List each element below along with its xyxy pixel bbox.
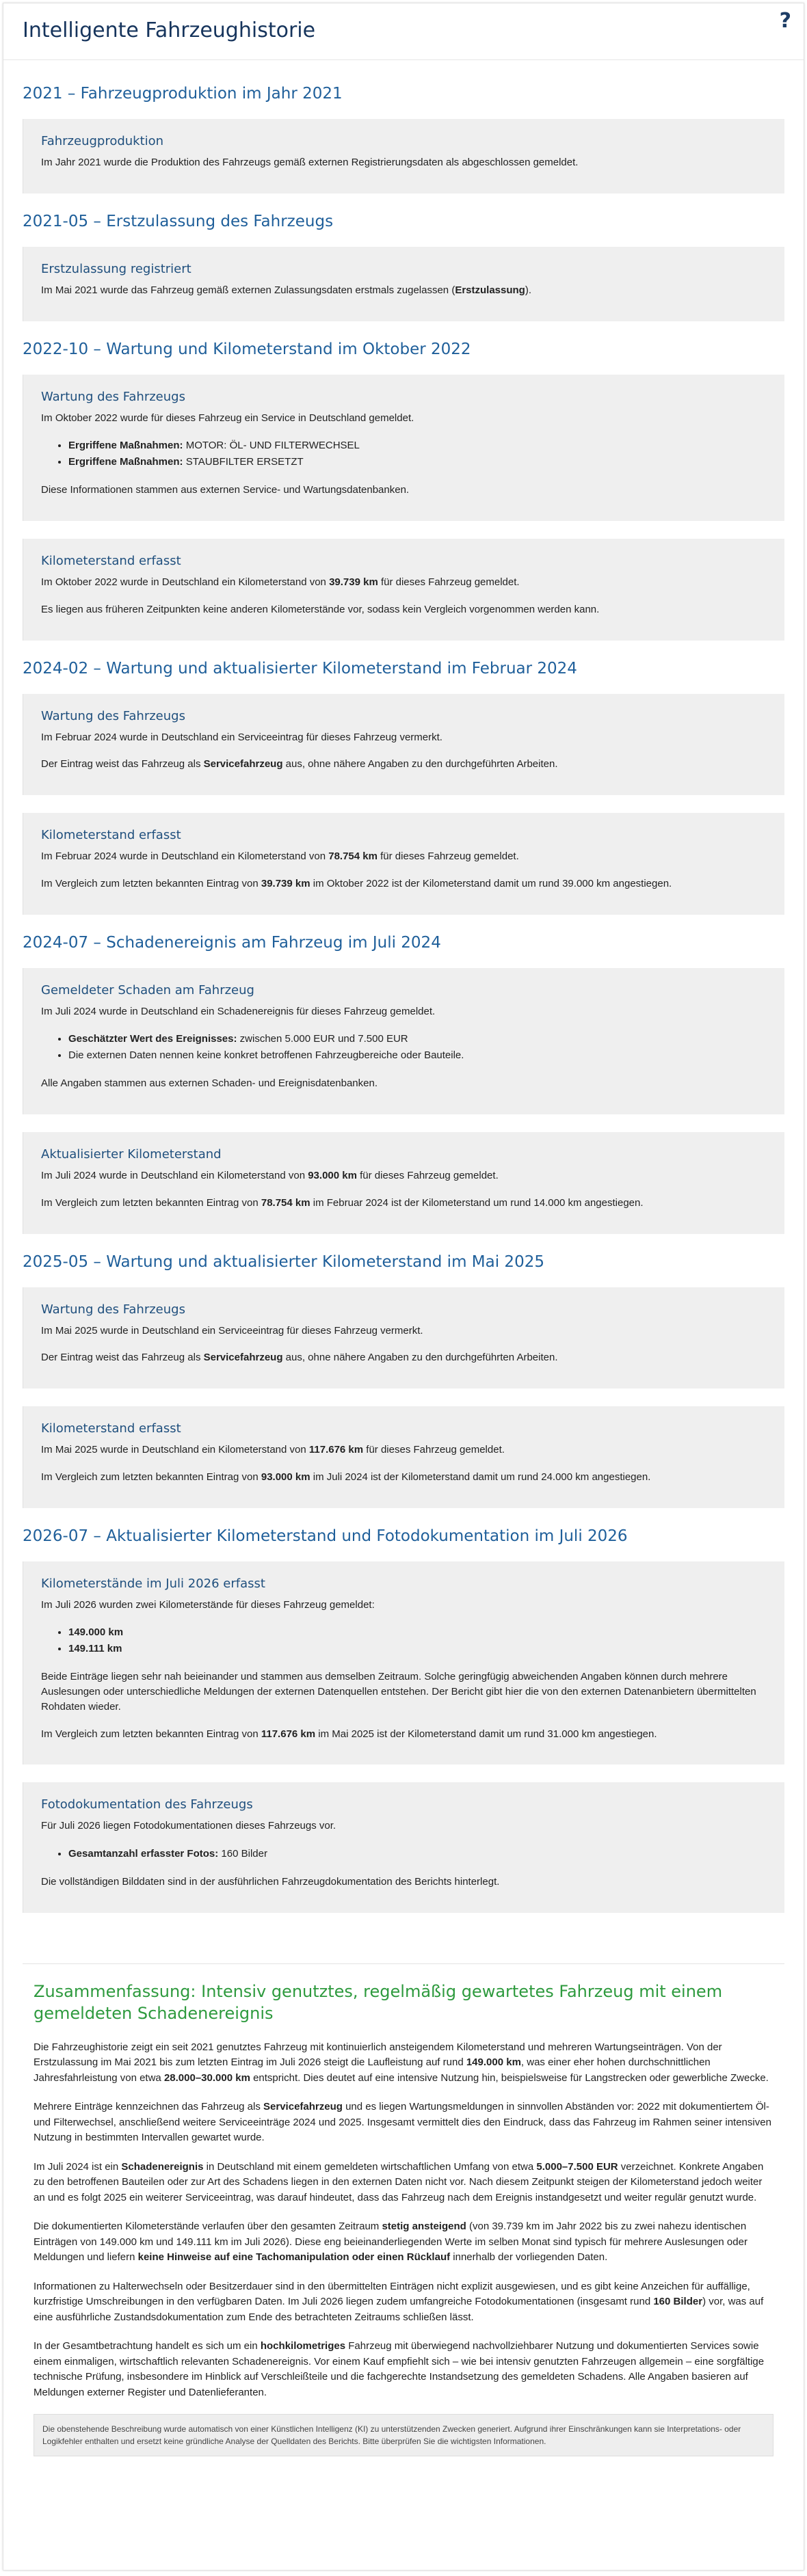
card-paragraph — [41, 876, 767, 891]
text-run: Im Oktober 2022 wurde in Deutschland ein Kilometerstand von — [41, 576, 330, 588]
text-run: Die vollständigen Bilddaten sind in der ausführlichen Fahrzeugdokumentation des Berichts hinterlegt. — [41, 1876, 500, 1888]
event-card — [23, 1287, 784, 1389]
text-run: STAUBFILTER ERSETZT — [183, 456, 304, 468]
event-card — [23, 1406, 784, 1508]
card-paragraph — [41, 1324, 767, 1339]
section-heading: 2022-10 – Wartung und Kilometerstand im Oktober 2022 — [23, 340, 471, 358]
text-run: Für Juli 2026 liegen Fotodokumentationen dieses Fahrzeugs vor. — [41, 1820, 336, 1832]
card-paragraph — [41, 1598, 767, 1613]
bold-text: 39.739 km — [329, 576, 378, 588]
text-run: Im Vergleich zum letzten bekannten Eintrag von — [41, 1471, 261, 1483]
card-title: Kilometerstände im Juli 2026 erfasst — [41, 1576, 265, 1591]
text-run: Der Eintrag weist das Fahrzeug als — [41, 1352, 204, 1364]
card-paragraph — [41, 1350, 767, 1365]
text-run: Alle Angaben stammen aus externen Schaden- und Ereignisdatenbanken. — [41, 1077, 378, 1090]
text-run: verzeichnet. Konkrete Angaben zu den betroffenen Bauteilen oder zur Art des Schadens liegen in den externen Daten nicht vor. Nach diesem Zeitpunkt steigen der Kilometerstand jedoch weiter an und es folgt 2025 ein weiterer Serviceeintrag, was darauf hindeutet, dass das Fahrzeug nach dem Ereignis instandgesetzt und weiter regulär genutzt wurde. — [34, 2160, 764, 2203]
card-paragraph — [41, 602, 767, 617]
card-title: Gemeldeter Schaden am Fahrzeug — [41, 982, 254, 997]
text-run: Im Februar 2024 wurde in Deutschland ein Kilometerstand von — [41, 850, 329, 862]
text-run: und es liegen Wartungsmeldungen in sinnvollen Abständen vor: 2022 mit dokumentiertem Öl- und Filterwechsel, anschließend weitere Serviceeinträge 2024 und 2025. Insgesamt vermittelt dies den Eindruck, dass das Fahrzeug im Rahmen seiner intensiven Nutzung in bestimmten Intervallen gewartet wurde. — [34, 2101, 771, 2144]
card-title: Wartung des Fahrzeugs — [41, 1302, 185, 1317]
card-paragraph — [41, 283, 767, 298]
card-paragraph — [41, 1470, 767, 1485]
bold-text: 78.754 km — [261, 1196, 310, 1209]
bold-text: Servicefahrzeug — [263, 2101, 343, 2113]
card-paragraph — [41, 155, 767, 170]
text-run: Informationen zu Halterwechseln oder Besitzerdauer sind in den übermittelten Einträgen nicht explizit ausgewiesen, und es gibt keine Anzeichen für auffällige, kurzfristige Umschreibungen in den verfügbaren Daten. Im Juli 2026 liegen zudem umfangreiche Fotodokumentationen (insgesamt rund — [34, 2280, 750, 2308]
text-run: MOTOR: ÖL- UND FILTERWECHSEL — [183, 440, 360, 452]
bold-text: 93.000 km — [261, 1471, 310, 1483]
event-card — [23, 968, 784, 1115]
text-run: In der Gesamtbetrachtung handelt es sich um ein — [34, 2340, 261, 2352]
text-run: innerhalb der vorliegenden Daten. — [450, 2251, 608, 2264]
summary-paragraph — [34, 2219, 773, 2266]
event-card — [23, 539, 784, 641]
text-run: im Februar 2024 ist der Kilometerstand um rund 14.000 km angestiegen. — [310, 1196, 644, 1209]
card-list — [41, 1031, 767, 1064]
summary-divider — [23, 1963, 784, 1964]
bold-text: 149.000 km — [68, 1626, 124, 1639]
list-item — [68, 1047, 767, 1064]
text-run: Im Juli 2024 ist ein — [34, 2160, 122, 2173]
event-card — [23, 813, 784, 915]
bold-text: hochkilometriges — [260, 2340, 346, 2352]
text-run: Der Eintrag weist das Fahrzeug als — [41, 758, 204, 770]
card-paragraph — [41, 483, 767, 498]
bold-text: stetig ansteigend — [382, 2221, 466, 2233]
bold-text: Geschätzter Wert des Ereignisses: — [68, 1033, 237, 1045]
card-list — [41, 1624, 767, 1657]
card-title: Fotodokumentation des Fahrzeugs — [41, 1797, 253, 1812]
section-heading: 2024-07 – Schadenereignis am Fahrzeug im Juli 2024 — [23, 933, 441, 952]
card-paragraph — [41, 730, 767, 745]
bold-text: 93.000 km — [308, 1170, 357, 1181]
top-bar — [3, 3, 804, 60]
list-item — [68, 438, 767, 454]
section-heading: 2021 – Fahrzeugproduktion im Jahr 2021 — [23, 85, 343, 103]
summary-paragraph — [34, 2339, 773, 2400]
text-run: (von 39.739 km im Jahr 2022 bis zu zwei nahezu identischen Einträgen von 149.000 km und 149.111 km im Juli 2026). Diese eng beieinanderliegenden Werte im selben Monat sind typisch für mehrere Auslesungen oder Meldungen und liefern — [34, 2221, 748, 2264]
card-paragraph — [41, 1168, 767, 1183]
bold-text: 117.676 km — [308, 1444, 364, 1455]
card-paragraph — [41, 1727, 767, 1742]
text-run: für dieses Fahrzeug gemeldet. — [363, 1444, 505, 1455]
summary-body — [34, 2040, 773, 2401]
text-run: Mehrere Einträge kennzeichnen das Fahrzeug als — [34, 2101, 264, 2113]
summary-paragraph — [34, 2160, 773, 2206]
event-card — [23, 119, 784, 193]
ai-disclaimer: Die obenstehende Beschreibung wurde automatisch von einer Künstlichen Intelligenz (KI) zu unterstützenden Zwecken generiert. Aufgrund ihrer Einschränkungen kann sie Interpretations- oder Logikfehler enthalten und ersetzt keine gründliche Analyse der Quelldaten des Berichts. Bitte überprüfen Sie die wichtigsten Informationen. — [34, 2414, 773, 2456]
section-heading: 2024-02 – Wartung und aktualisierter Kilometerstand im Februar 2024 — [23, 659, 577, 677]
section-heading: 2025-05 – Wartung und aktualisierter Kilometerstand im Mai 2025 — [23, 1252, 544, 1271]
summary-section — [23, 1981, 784, 2456]
card-paragraph — [41, 1196, 767, 1211]
section-heading: 2026-07 – Aktualisierter Kilometerstand und Fotodokumentation im Juli 2026 — [23, 1527, 628, 1545]
help-icon[interactable]: ? — [779, 9, 791, 33]
card-title: Kilometerstand erfasst — [41, 1421, 181, 1436]
event-card — [23, 1561, 784, 1765]
text-run: für dieses Fahrzeug gemeldet. — [377, 850, 519, 862]
card-paragraph — [41, 1819, 767, 1834]
text-run: Im Juli 2026 wurden zwei Kilometerstände für dieses Fahrzeug gemeldet: — [41, 1598, 375, 1611]
text-run: Die Fahrzeughistorie zeigt ein seit 2021 genutztes Fahrzeug mit kontinuierlich ansteigendem Kilometerstand und mehreren Wartungseinträgen. Von der Erstzulassung im Mai 2021 bis zum letzten Eintrag im Juli 2026 steigt die Laufleistung auf rund — [34, 2041, 722, 2069]
summary-paragraph — [34, 2040, 773, 2087]
card-title: Wartung des Fahrzeugs — [41, 708, 185, 723]
summary-title: Zusammenfassung: Intensiv genutztes, regelmäßig gewartetes Fahrzeug mit einem gemeldeten Schadenereignis — [34, 1981, 723, 2024]
card-list — [41, 1846, 767, 1862]
event-card — [23, 247, 784, 321]
text-run: ). — [525, 284, 532, 296]
card-paragraph — [41, 849, 767, 864]
text-run: aus, ohne nähere Angaben zu den durchgeführten Arbeiten. — [282, 758, 558, 770]
card-paragraph — [41, 1875, 767, 1890]
timeline — [3, 60, 804, 1913]
bold-text: Erstzulassung — [455, 284, 525, 296]
card-paragraph — [41, 1443, 767, 1458]
card-paragraph — [41, 757, 767, 772]
bold-text: Servicefahrzeug — [203, 758, 283, 770]
summary-wrapper — [3, 1931, 804, 2456]
list-item — [68, 1624, 767, 1641]
text-run: Im Mai 2025 wurde in Deutschland ein Serviceeintrag für dieses Fahrzeug vermerkt. — [41, 1324, 423, 1337]
text-run: Im Mai 2025 wurde in Deutschland ein Kilometerstand von — [41, 1444, 309, 1455]
card-title: Kilometerstand erfasst — [41, 828, 181, 842]
card-title: Wartung des Fahrzeugs — [41, 389, 185, 404]
text-run: Im Vergleich zum letzten bekannten Eintrag von — [41, 877, 261, 889]
bold-text: Ergriffene Maßnahmen: — [68, 456, 183, 468]
text-run: Im Februar 2024 wurde in Deutschland ein Serviceeintrag für dieses Fahrzeug vermerkt. — [41, 731, 442, 743]
text-run: aus, ohne nähere Angaben zu den durchgeführten Arbeiten. — [282, 1352, 558, 1364]
bold-text: 117.676 km — [261, 1728, 316, 1740]
text-run: 160 Bilder — [218, 1848, 267, 1860]
summary-paragraph — [34, 2279, 773, 2326]
bold-text: Ergriffene Maßnahmen: — [68, 440, 183, 452]
text-run: Diese Informationen stammen aus externen Service- und Wartungsdatenbanken. — [41, 484, 410, 496]
text-run: im Juli 2024 ist der Kilometerstand damit um rund 24.000 km angestiegen. — [310, 1471, 651, 1483]
list-item — [68, 1641, 767, 1657]
bold-text: 160 Bilder — [653, 2296, 703, 2308]
section-heading: 2021-05 – Erstzulassung des Fahrzeugs — [23, 212, 334, 230]
event-card — [23, 375, 784, 522]
card-title: Erstzulassung registriert — [41, 261, 191, 276]
card-paragraph — [41, 575, 767, 590]
bold-text: 39.739 km — [261, 877, 310, 889]
text-run: ) vor, was auf eine ausführliche Zustandsdokumentation zum Ende des betrachteten Zeitraums schließen lässt. — [34, 2296, 764, 2323]
card-paragraph — [41, 411, 767, 426]
bold-text: 28.000–30.000 km — [163, 2071, 250, 2084]
card-title: Kilometerstand erfasst — [41, 554, 181, 568]
page-title: Intelligente Fahrzeughistorie — [23, 18, 316, 42]
text-run: , was einer eher hohen durchschnittlichen Jahresfahrleistung von etwa — [34, 2056, 711, 2084]
card-paragraph — [41, 1004, 767, 1019]
text-run: Im Vergleich zum letzten bekannten Eintrag von — [41, 1728, 261, 1740]
text-run: für dieses Fahrzeug gemeldet. — [356, 1170, 499, 1181]
list-item — [68, 1031, 767, 1047]
text-run: Im Juli 2024 wurde in Deutschland ein Schadenereignis für dieses Fahrzeug gemeldet. — [41, 1005, 436, 1017]
text-run: Beide Einträge liegen sehr nah beieinander und stammen aus demselben Zeitraum. Solche geringfügig abweichenden Angaben können durch mehrere Auslesungen oder unterschiedliche Meldungen der externen Datenquellen entstehen. Der Bericht gibt hier die von den externen Datenanbietern übermittelten Rohdaten wieder. — [41, 1671, 756, 1713]
event-card — [23, 1782, 784, 1913]
text-run: Fahrzeug mit überwiegend nachvollziehbarer Nutzung und dokumentierten Services sowie einem einmaligen, wirtschaftlich relevanten Schadenereignis. Vor einem Kauf empfiehlt sich – wie bei intensiv genutzten Fahrzeugen allgemein – eine sorgfältige technische Prüfung, insbesondere im Hinblick auf Verschleißteile und die fachgerechte Instandsetzung des gemeldeten Schadens. Alle Angaben basieren auf Meldungen externer Register und Datenlieferanten. — [34, 2340, 765, 2398]
list-item — [68, 1846, 767, 1862]
text-run: Die dokumentierten Kilometerstände verlaufen über den gesamten Zeitraum — [34, 2221, 382, 2233]
text-run: Es liegen aus früheren Zeitpunkten keine anderen Kilometerstände vor, sodass kein Vergleich vorgenommen werden kann. — [41, 603, 600, 615]
text-run: Im Jahr 2021 wurde die Produktion des Fahrzeugs gemäß externen Registrierungsdaten als abgeschlossen gemeldet. — [41, 157, 579, 168]
text-run: im Mai 2025 ist der Kilometerstand damit um rund 31.000 km angestiegen. — [315, 1728, 657, 1740]
text-run: zwischen 5.000 EUR und 7.500 EUR — [237, 1033, 408, 1045]
event-card — [23, 694, 784, 796]
card-paragraph — [41, 1076, 767, 1091]
text-run: im Oktober 2022 ist der Kilometerstand damit um rund 39.000 km angestiegen. — [310, 877, 672, 889]
bold-text: 149.111 km — [68, 1643, 122, 1655]
text-run: entspricht. Dies deutet auf eine intensive Nutzung hin, beispielsweise für Langstrecken oder gewerbliche Zwecke. — [250, 2071, 769, 2084]
card-list — [41, 438, 767, 470]
bold-text: Schadenereignis — [121, 2160, 204, 2173]
summary-paragraph — [34, 2099, 773, 2146]
card-paragraph — [41, 1669, 767, 1714]
bold-text: Servicefahrzeug — [203, 1352, 283, 1364]
text-run: in Deutschland mit einem gemeldeten wirtschaftlichen Umfang von etwa — [203, 2160, 537, 2173]
text-run: Im Oktober 2022 wurde für dieses Fahrzeug ein Service in Deutschland gemeldet. — [41, 412, 414, 424]
bold-text: 149.000 km — [466, 2056, 521, 2069]
bold-text: Gesamtanzahl erfasster Fotos: — [68, 1848, 219, 1860]
bold-text: 5.000–7.500 EUR — [536, 2160, 618, 2173]
list-item — [68, 454, 767, 470]
bold-text: 78.754 km — [328, 850, 378, 862]
bold-text: keine Hinweise auf eine Tachomanipulation oder einen Rücklauf — [137, 2251, 451, 2264]
text-run: Im Juli 2024 wurde in Deutschland ein Kilometerstand von — [41, 1170, 308, 1181]
text-run: Im Vergleich zum letzten bekannten Eintrag von — [41, 1196, 261, 1209]
text-run: für dieses Fahrzeug gemeldet. — [378, 576, 520, 588]
report-frame — [3, 3, 804, 2571]
card-title: Aktualisierter Kilometerstand — [41, 1147, 222, 1162]
text-run: Die externen Daten nennen keine konkret betroffenen Fahrzeugbereiche oder Bauteile. — [68, 1049, 464, 1062]
text-run: Im Mai 2021 wurde das Fahrzeug gemäß externen Zulassungsdaten erstmals zugelassen ( — [41, 284, 455, 296]
event-card — [23, 1132, 784, 1234]
card-title: Fahrzeugproduktion — [41, 134, 164, 148]
